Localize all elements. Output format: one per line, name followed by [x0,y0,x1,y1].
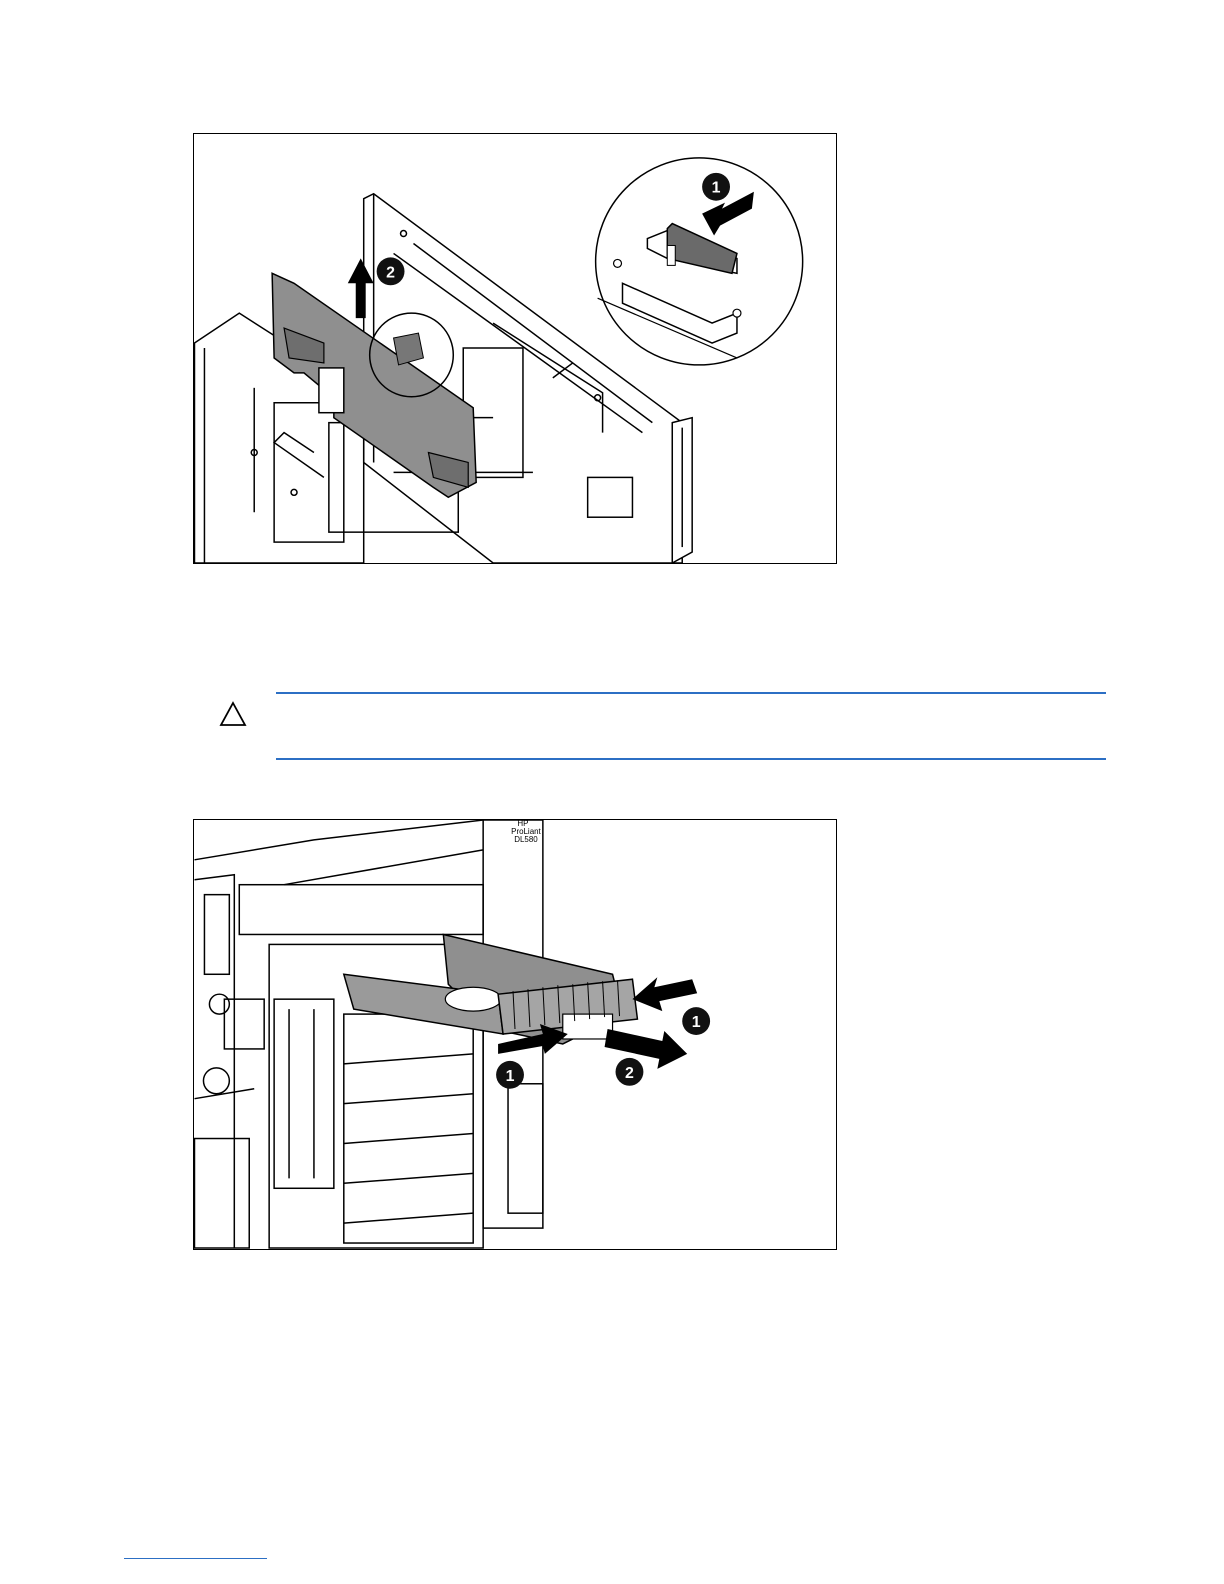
air-baffle-illustration [194,134,836,563]
caution-triangle-icon [219,701,247,727]
svg-text:ProLiant: ProLiant [511,826,541,836]
svg-text:1: 1 [691,1014,701,1032]
callout-1-right [682,1007,710,1035]
svg-text:HP: HP [517,820,529,828]
callout-1-figure1 [702,173,730,201]
svg-text:DL580: DL580 [514,834,538,844]
caution-rule-top [276,692,1106,694]
svg-text:2: 2 [625,1064,634,1082]
drive-carrier-part [344,934,638,1043]
footer-rule [124,1558,267,1559]
drive-removal-illustration [194,820,836,1249]
callout-2-figure2 [616,1058,644,1086]
svg-text:1: 1 [711,179,721,197]
server-front-drawing [194,820,542,1248]
detail-magnifier [596,158,803,365]
callout-2-figure1 [377,257,405,285]
figure-remove-air-baffle [193,133,837,564]
svg-text:2: 2 [386,264,396,282]
figure-remove-drive [193,819,837,1250]
callout-1-left [496,1061,524,1089]
svg-text:1: 1 [505,1067,515,1085]
bezel-label [511,820,541,844]
caution-rule-bottom [276,758,1106,760]
lift-arrow [348,258,374,318]
